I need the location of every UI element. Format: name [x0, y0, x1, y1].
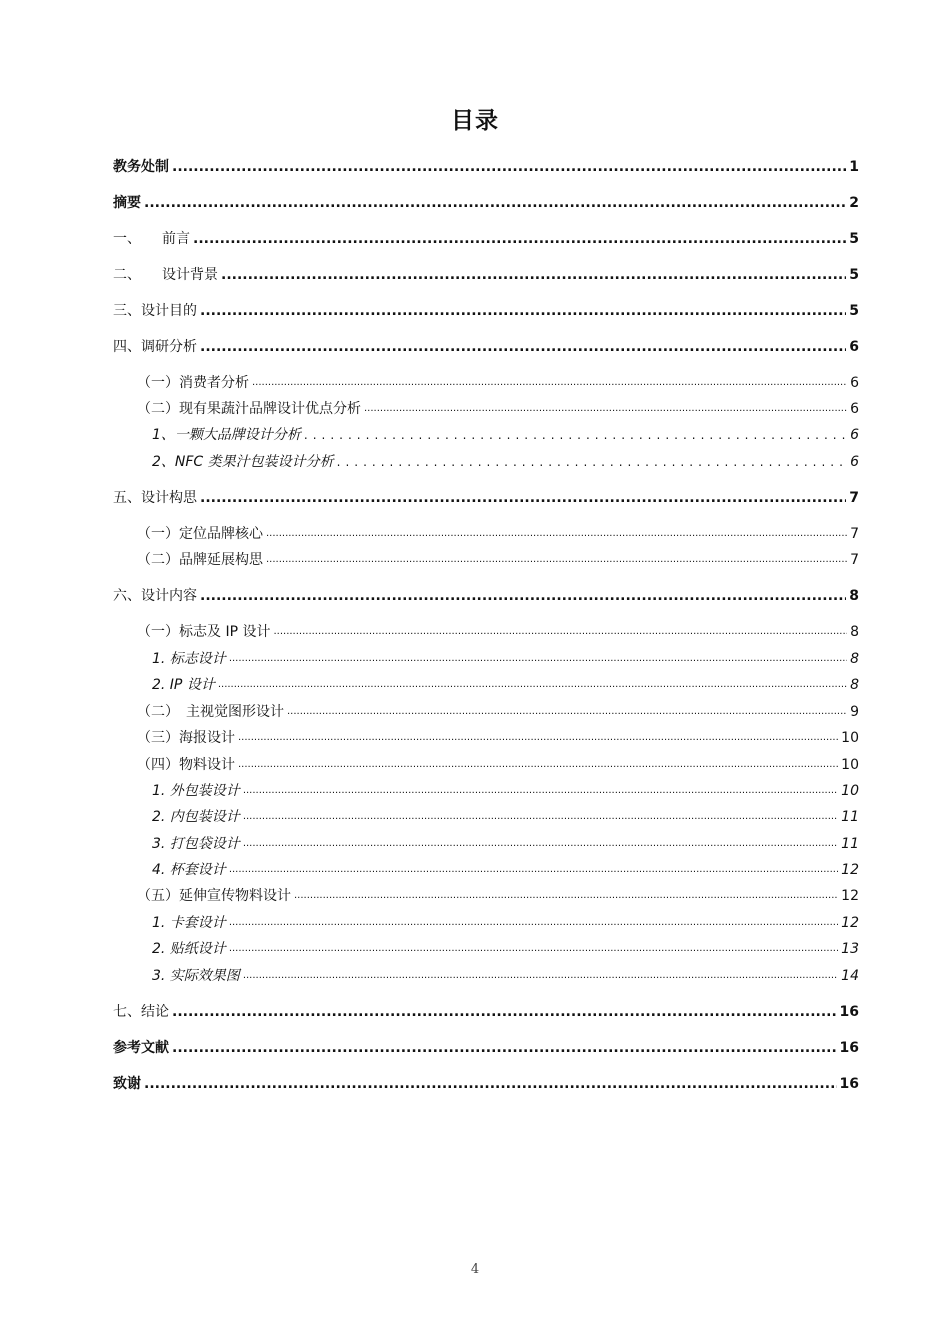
dot-leader — [172, 1002, 837, 1022]
dot-leader — [172, 157, 846, 177]
toc-entry-page: 5 — [849, 231, 859, 247]
toc-entry-label: 2. 内包装设计 — [152, 809, 240, 825]
toc-entry-label: （一）定位品牌核心 — [137, 526, 263, 542]
toc-entry-label: 1. 标志设计 — [152, 651, 226, 667]
toc-entry-page: 10 — [841, 757, 859, 773]
dot-leader — [287, 702, 847, 722]
toc-subsubentry[interactable] — [152, 913, 859, 933]
toc-entry-page: 2 — [849, 195, 859, 211]
toc-entry-label: 一、 前言 — [113, 231, 190, 247]
toc-entry-label: 2. IP 设计 — [152, 677, 215, 693]
toc-entry-label: 摘要 — [113, 195, 141, 211]
toc-title: 目录 — [451, 108, 499, 134]
toc-entry-label: 2. 贴纸设计 — [152, 941, 226, 957]
toc-entry-label: 五、设计构思 — [113, 490, 197, 506]
toc-entry-page: 7 — [849, 490, 859, 506]
dot-leader — [229, 860, 838, 880]
toc-entry-page: 6 — [849, 339, 859, 355]
toc-subsubentry[interactable] — [152, 807, 859, 827]
toc-subentry[interactable] — [137, 728, 859, 748]
toc-entry-label: 三、设计目的 — [113, 303, 197, 319]
toc-subentry[interactable] — [137, 886, 859, 906]
toc-entry-page: 6 — [850, 375, 859, 391]
dot-leader — [144, 1074, 837, 1094]
dot-leader — [243, 781, 838, 801]
dot-leader — [337, 452, 847, 472]
toc-entry[interactable] — [113, 488, 859, 508]
dot-leader — [273, 622, 847, 642]
toc-entry-page: 8 — [850, 677, 859, 693]
toc-subsubentry[interactable] — [152, 781, 859, 801]
toc-entry-label: 4. 杯套设计 — [152, 862, 226, 878]
dot-leader — [200, 301, 846, 321]
toc-entry-page: 5 — [849, 267, 859, 283]
toc-subsubentry[interactable] — [152, 452, 859, 472]
toc-entry-label: 二、 设计背景 — [113, 267, 218, 283]
toc-entry-label: 四、调研分析 — [113, 339, 197, 355]
dot-leader — [243, 807, 838, 827]
dot-leader — [266, 524, 847, 544]
toc-entry-label: 教务处制 — [113, 159, 169, 175]
toc-entry-label: 致谢 — [113, 1076, 141, 1092]
dot-leader — [200, 337, 846, 357]
dot-leader — [229, 913, 838, 933]
toc-entry-page: 11 — [841, 836, 859, 852]
toc-subsubentry[interactable] — [152, 834, 859, 854]
toc-entry-page: 6 — [850, 401, 859, 417]
toc-entry[interactable] — [113, 265, 859, 285]
toc-entry-label: 参考文献 — [113, 1040, 169, 1056]
dot-leader — [193, 229, 846, 249]
toc-subentry[interactable] — [137, 524, 859, 544]
toc-entry[interactable] — [113, 337, 859, 357]
toc-entry[interactable] — [113, 1002, 859, 1022]
toc-entry-label: （五）延伸宣传物料设计 — [137, 888, 291, 904]
toc-subentry[interactable] — [137, 702, 859, 722]
toc-entry-page: 10 — [841, 783, 859, 799]
toc-entry[interactable] — [113, 1038, 859, 1058]
dot-leader — [200, 586, 846, 606]
dot-leader — [364, 399, 847, 419]
toc-entry-page: 11 — [841, 809, 859, 825]
toc-entry[interactable] — [113, 1074, 859, 1094]
toc-entry-page: 6 — [850, 427, 859, 443]
dot-leader — [200, 488, 846, 508]
toc-entry[interactable] — [113, 229, 859, 249]
toc-entry-page: 12 — [841, 915, 859, 931]
toc-entry-page: 7 — [850, 552, 859, 568]
toc-entry[interactable] — [113, 586, 859, 606]
toc-subsubentry[interactable] — [152, 860, 859, 880]
toc-entry-label: 七、结论 — [113, 1004, 169, 1020]
dot-leader — [266, 550, 847, 570]
toc-entry-page: 6 — [850, 454, 859, 470]
dot-leader — [229, 939, 838, 959]
toc-entry-label: 2、NFC 类果汁包装设计分析 — [152, 454, 334, 470]
page-number: 4 — [470, 1262, 480, 1277]
toc-subentry[interactable] — [137, 622, 859, 642]
toc-entry-page: 14 — [841, 968, 859, 984]
toc-entry-label: 1. 外包装设计 — [152, 783, 240, 799]
toc-subsubentry[interactable] — [152, 649, 859, 669]
toc-entry-label: （二）现有果蔬汁品牌设计优点分析 — [137, 401, 361, 417]
dot-leader — [294, 886, 838, 906]
toc-entry-page: 8 — [850, 651, 859, 667]
toc-subsubentry[interactable] — [152, 675, 859, 695]
dot-leader — [144, 193, 846, 213]
dot-leader — [252, 373, 847, 393]
toc-entry-page: 1 — [849, 159, 859, 175]
toc-subentry[interactable] — [137, 550, 859, 570]
toc-entry-label: （四）物料设计 — [137, 757, 235, 773]
toc-entry-label: （一）消费者分析 — [137, 375, 249, 391]
dot-leader — [238, 728, 838, 748]
dot-leader — [243, 834, 838, 854]
toc-entry-page: 8 — [850, 624, 859, 640]
toc-entry-label: 1、一颗大品牌设计分析 — [152, 427, 301, 443]
dot-leader — [238, 755, 838, 775]
toc-entry-page: 16 — [839, 1004, 859, 1020]
toc-entry-page: 8 — [849, 588, 859, 604]
toc-entry-page: 10 — [841, 730, 859, 746]
dot-leader — [243, 966, 838, 986]
toc-entry-label: （二） 主视觉图形设计 — [137, 704, 284, 720]
toc-entry-page: 13 — [841, 941, 859, 957]
toc-entry-page: 9 — [850, 704, 859, 720]
toc-entry-label: 六、设计内容 — [113, 588, 197, 604]
toc-entry-page: 12 — [841, 862, 859, 878]
toc-entry-label: （三）海报设计 — [137, 730, 235, 746]
toc-subsubentry[interactable] — [152, 939, 859, 959]
dot-leader — [221, 265, 846, 285]
toc-entry-page: 12 — [841, 888, 859, 904]
toc-entry-page: 16 — [839, 1040, 859, 1056]
toc-entry-label: （一）标志及 IP 设计 — [137, 624, 271, 640]
dot-leader — [218, 675, 847, 695]
toc-entry[interactable] — [113, 157, 859, 177]
toc-entry-page: 16 — [839, 1076, 859, 1092]
toc-entry-label: （二）品牌延展构思 — [137, 552, 263, 568]
toc-entry-label: 3. 实际效果图 — [152, 968, 240, 984]
dot-leader — [172, 1038, 837, 1058]
toc-subentry[interactable] — [137, 755, 859, 775]
toc-subentry[interactable] — [137, 373, 859, 393]
toc-entry-label: 1. 卡套设计 — [152, 915, 226, 931]
toc-entry-page: 5 — [849, 303, 859, 319]
toc-subentry[interactable] — [137, 399, 859, 419]
toc-entry-page: 7 — [850, 526, 859, 542]
toc-entry[interactable] — [113, 193, 859, 213]
dot-leader — [304, 425, 847, 445]
toc-entry[interactable] — [113, 301, 859, 321]
dot-leader — [229, 649, 847, 669]
toc-subsubentry[interactable] — [152, 425, 859, 445]
toc-entry-label: 3. 打包袋设计 — [152, 836, 240, 852]
toc-subsubentry[interactable] — [152, 966, 859, 986]
